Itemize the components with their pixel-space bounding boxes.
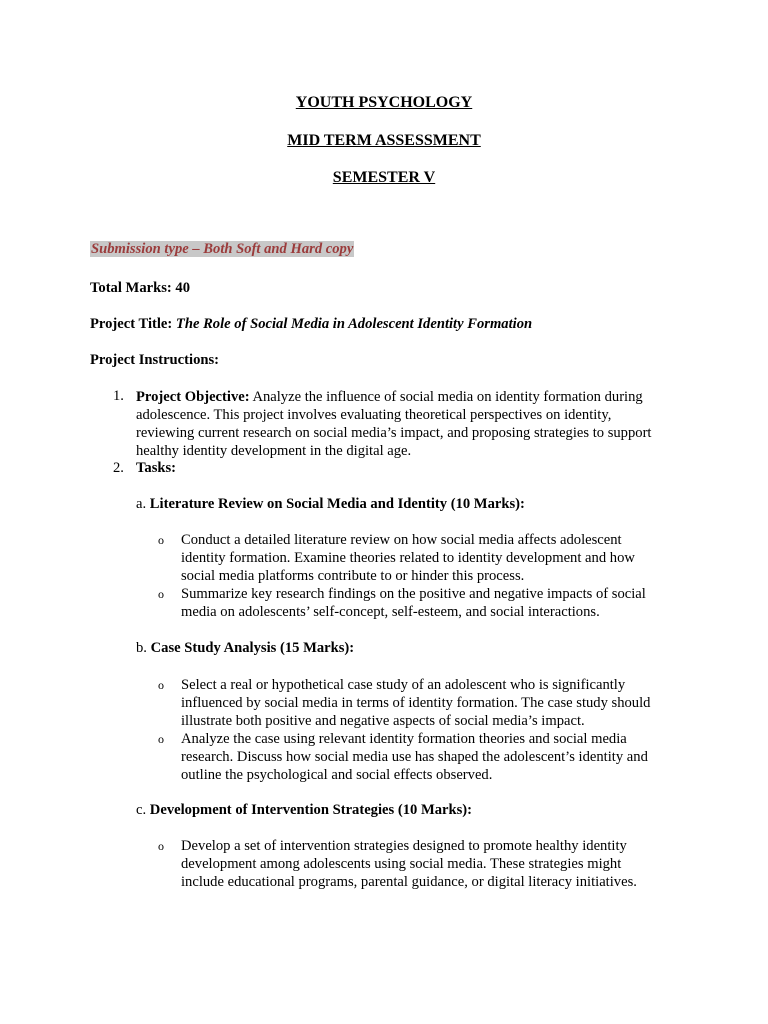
- bullet-icon: o: [158, 533, 164, 547]
- task-a-letter: a.: [136, 496, 147, 512]
- bullet-icon: o: [158, 839, 164, 853]
- project-title-value: The Role of Social Media in Adolescent Identity Formation: [175, 316, 533, 332]
- total-marks: [90, 280, 190, 297]
- item-2-number: 2.: [113, 460, 124, 476]
- assessment-title: MID TERM ASSESSMENT: [287, 132, 481, 149]
- semester-title: SEMESTER V: [332, 169, 436, 186]
- task-a-bullet-1: Conduct a detailed literature review on how social media affects adolescent identity formation. Examine theories related to identity development and how social media platforms contribute to or hinder this process.: [181, 532, 635, 584]
- task-b-title: Case Study Analysis (15 Marks):: [150, 640, 355, 656]
- task-c-title: Development of Intervention Strategies (10 Marks):: [149, 802, 473, 818]
- total-marks-label: Total Marks:: [90, 280, 172, 296]
- item-1-number: 1.: [113, 388, 124, 404]
- bullet-icon: o: [158, 678, 164, 692]
- task-a-heading: [136, 496, 525, 513]
- item-1-line: healthy identity development in the digital age.: [136, 443, 412, 459]
- task-b-letter: b.: [136, 640, 147, 656]
- task-b-bullet-1: Select a real or hypothetical case study of an adolescent who is significantly influenced by social media in terms of identity formation. The case study should illustrate both positive and negative aspects of social media’s impact.: [181, 677, 651, 729]
- item-1-line: reviewing current research on social media’s impact, and proposing strategies to support: [136, 425, 652, 441]
- project-title-label: Project Title:: [90, 316, 173, 332]
- task-a-bullet-2: Summarize key research findings on the positive and negative impacts of social media on adolescents’ self-concept, self-esteem, and social interactions.: [181, 586, 646, 620]
- instructions-label: Project Instructions:: [90, 352, 220, 368]
- submission-type-highlight: Submission type – Both Soft and Hard copy: [91, 241, 354, 257]
- item-2-label: Tasks:: [136, 460, 177, 476]
- course-title: YOUTH PSYCHOLOGY: [295, 94, 473, 111]
- submission-type: [90, 241, 354, 258]
- task-c-letter: c.: [136, 802, 147, 818]
- task-b-bullet-2: Analyze the case using relevant identity formation theories and social media research. Discuss how social media use has shaped the adolescent’s identity and outline the psychological and social effects observed.: [181, 731, 648, 783]
- bullet-icon: o: [158, 732, 164, 746]
- item-1-text: [136, 388, 696, 460]
- task-b-heading: [136, 640, 354, 657]
- total-marks-value: 40: [175, 280, 191, 296]
- task-c-bullet-1: Develop a set of intervention strategies designed to promote healthy identity development among adolescents using social media. These strategies might include educational programs, parental guidance, or digital literacy initiatives.: [181, 838, 637, 890]
- item-1-label: Project Objective:: [136, 389, 250, 405]
- bullet-icon: o: [158, 587, 164, 601]
- item-1-line: Project Objective: Analyze the influence of social media on identity formation during: [136, 389, 643, 405]
- project-title: [90, 316, 532, 333]
- task-a-title: Literature Review on Social Media and Identity (10 Marks):: [149, 496, 525, 512]
- item-1-line: adolescence. This project involves evaluating theoretical perspectives on identity,: [136, 407, 612, 423]
- task-c-heading: [136, 802, 472, 819]
